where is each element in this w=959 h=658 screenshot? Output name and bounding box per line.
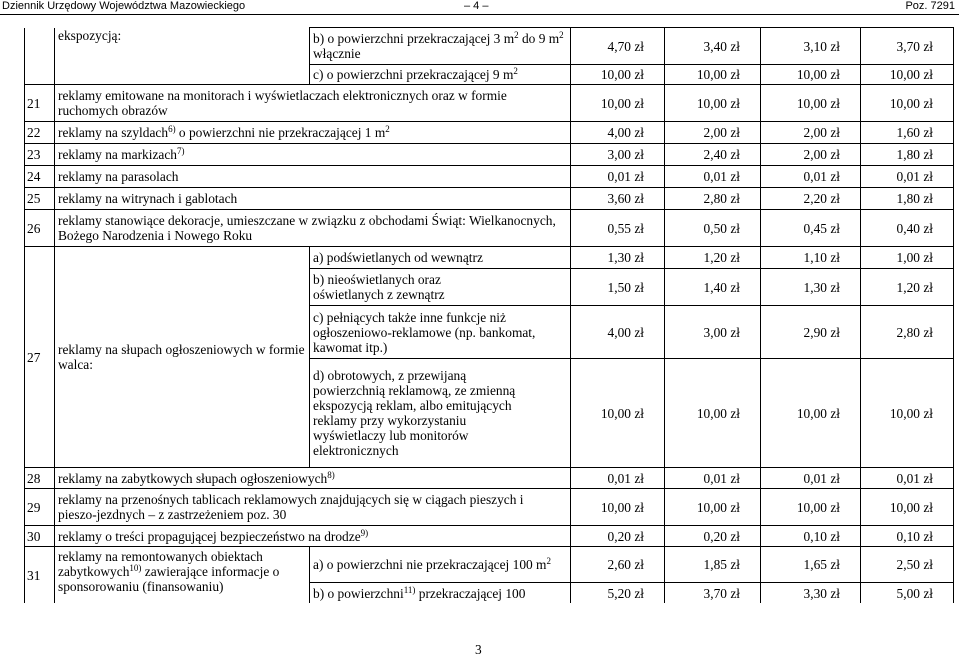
- row-subitem: b) o powierzchni$^{11)}$ przekraczającej 100: [310, 583, 571, 604]
- price-cell: 10,00 zł: [861, 489, 954, 526]
- price-cell: 2,00 zł: [761, 144, 861, 166]
- price-cell: 1,20 zł: [665, 247, 761, 269]
- price-cell: 10,00 zł: [571, 65, 665, 85]
- price-cell: 2,40 zł: [665, 144, 761, 166]
- price-cell: 10,00 zł: [761, 489, 861, 526]
- price-cell: 10,00 zł: [761, 65, 861, 85]
- row-label: ekspozycją:: [55, 28, 310, 85]
- price-cell: 10,00 zł: [571, 85, 665, 122]
- row-number: 28: [25, 468, 55, 489]
- fee-table: [24, 27, 954, 603]
- row-description: reklamy stanowiące dekoracje, umieszczane w związku z obchodami Świąt: Wielkanocnych, Bożego Narodzenia i Nowego Roku: [55, 210, 571, 247]
- price-cell: 3,00 zł: [571, 144, 665, 166]
- price-cell: 0,55 zł: [571, 210, 665, 247]
- price-cell: 1,50 zł: [571, 269, 665, 306]
- row-subitem: a) o powierzchni nie przekraczającej 100 $m^2$: [310, 547, 571, 583]
- page-number: 3: [475, 642, 482, 657]
- price-cell: 0,01 zł: [571, 166, 665, 188]
- price-cell: 4,70 zł: [571, 28, 665, 65]
- price-cell: 3,00 zł: [665, 306, 761, 359]
- row-number: 27: [25, 247, 55, 468]
- price-cell: 2,90 zł: [761, 306, 861, 359]
- row-subitem: a) podświetlanych od wewnątrz: [310, 247, 571, 269]
- price-cell: 10,00 zł: [861, 65, 954, 85]
- price-cell: 10,00 zł: [665, 359, 761, 468]
- row-subitem: b) o powierzchni przekraczającej 3 $m^2$ do 9 $m^2$ włącznie: [310, 28, 571, 65]
- price-cell: 2,50 zł: [861, 547, 954, 583]
- row-number: 25: [25, 188, 55, 210]
- price-cell: 2,80 zł: [665, 188, 761, 210]
- price-cell: 2,60 zł: [571, 547, 665, 583]
- row-number: 31: [25, 547, 55, 604]
- price-cell: 0,40 zł: [861, 210, 954, 247]
- table-row: [25, 526, 954, 547]
- price-cell: 0,10 zł: [761, 526, 861, 547]
- row-subitem: c) pełniących także inne funkcje niż ogłoszeniowo-reklamowe (np. bankomat, kawomat itp.): [310, 306, 571, 359]
- price-cell: 0,20 zł: [571, 526, 665, 547]
- row-subitem: c) o powierzchni przekraczającej 9 $m^2$: [310, 65, 571, 85]
- price-cell: 0,45 zł: [761, 210, 861, 247]
- price-cell: 3,60 zł: [571, 188, 665, 210]
- row-number: 26: [25, 210, 55, 247]
- row-number: 24: [25, 166, 55, 188]
- price-cell: 1,60 zł: [861, 122, 954, 144]
- price-cell: 0,01 zł: [665, 468, 761, 489]
- price-cell: 10,00 zł: [665, 489, 761, 526]
- price-cell: 1,30 zł: [761, 269, 861, 306]
- table-row: [25, 247, 954, 269]
- table-row: [25, 85, 954, 122]
- row-description: reklamy na witrynach i gablotach: [55, 188, 571, 210]
- price-cell: 1,00 zł: [861, 247, 954, 269]
- table-row: [25, 188, 954, 210]
- price-cell: 0,01 zł: [761, 468, 861, 489]
- price-cell: 0,20 zł: [665, 526, 761, 547]
- price-cell: 1,80 zł: [861, 144, 954, 166]
- price-cell: 1,10 zł: [761, 247, 861, 269]
- price-cell: 0,01 zł: [861, 166, 954, 188]
- price-cell: 3,30 zł: [761, 583, 861, 604]
- price-cell: 4,00 zł: [571, 306, 665, 359]
- price-cell: 0,01 zł: [571, 468, 665, 489]
- row-number: 21: [25, 85, 55, 122]
- table-row: [25, 166, 954, 188]
- row-label: reklamy na remontowanych obiektach zabytkowych$^{10)}$ zawierające informacje o sponsorowaniu (finansowaniu): [55, 547, 310, 604]
- row-label: reklamy na słupach ogłoszeniowych w formie walca:: [55, 247, 310, 468]
- row-subitem: d) obrotowych, z przewijaną powierzchnią reklamową, ze zmienną ekspozycją reklam, albo emitujących reklamy przy wykorzystaniu wyświetlaczy lub monitorów elektronicznych: [310, 359, 571, 468]
- row-description: reklamy na szyldach$^{6)}$ o powierzchni nie przekraczającej 1 $m^2$: [55, 122, 571, 144]
- price-cell: 10,00 zł: [665, 65, 761, 85]
- price-cell: 3,40 zł: [665, 28, 761, 65]
- price-cell: 1,30 zł: [571, 247, 665, 269]
- price-cell: 10,00 zł: [761, 359, 861, 468]
- journal-title: Dziennik Urzędowy Województwa Mazowieckiego: [2, 0, 246, 12]
- row-description: reklamy na markizach$^{7)}$: [55, 144, 571, 166]
- table-row: [25, 144, 954, 166]
- price-cell: 2,00 zł: [761, 122, 861, 144]
- price-cell: 5,20 zł: [571, 583, 665, 604]
- table-row: [25, 547, 954, 583]
- price-cell: 5,00 zł: [861, 583, 954, 604]
- price-cell: 10,00 zł: [861, 85, 954, 122]
- table-row: [25, 28, 954, 65]
- price-cell: 10,00 zł: [571, 359, 665, 468]
- row-subitem: b) nieoświetlanych oraz oświetlanych z zewnątrz: [310, 269, 571, 306]
- price-cell: 3,70 zł: [665, 583, 761, 604]
- table-row: [25, 122, 954, 144]
- price-cell: 0,01 zł: [861, 468, 954, 489]
- row-number: 23: [25, 144, 55, 166]
- table-row: [25, 468, 954, 489]
- price-cell: 2,00 zł: [665, 122, 761, 144]
- price-cell: 2,80 zł: [861, 306, 954, 359]
- price-cell: 3,10 zł: [761, 28, 861, 65]
- page-indicator: – 4 –: [464, 0, 489, 12]
- position-number: Poz. 7291: [905, 0, 955, 12]
- page-header: [0, 0, 959, 15]
- price-cell: 10,00 zł: [571, 489, 665, 526]
- row-description: reklamy o treści propagującej bezpieczeństwo na drodze$^{9)}$: [55, 526, 571, 547]
- row-number: 22: [25, 122, 55, 144]
- price-cell: 10,00 zł: [861, 359, 954, 468]
- row-description: reklamy na przenośnych tablicach reklamowych znajdujących się w ciągach pieszych i pieszo-jezdnych – z zastrzeżeniem poz. 30: [55, 489, 571, 526]
- table-row: [25, 210, 954, 247]
- price-cell: 0,10 zł: [861, 526, 954, 547]
- price-cell: 1,65 zł: [761, 547, 861, 583]
- price-cell: 1,85 zł: [665, 547, 761, 583]
- price-cell: 10,00 zł: [665, 85, 761, 122]
- price-cell: 0,01 zł: [761, 166, 861, 188]
- price-cell: 0,50 zł: [665, 210, 761, 247]
- row-number: 29: [25, 489, 55, 526]
- row-number: 30: [25, 526, 55, 547]
- price-cell: 0,01 zł: [665, 166, 761, 188]
- price-cell: 1,80 zł: [861, 188, 954, 210]
- price-cell: 1,40 zł: [665, 269, 761, 306]
- price-cell: 3,70 zł: [861, 28, 954, 65]
- row-description: reklamy emitowane na monitorach i wyświetlaczach elektronicznych oraz w formie ruchomych obrazów: [55, 85, 571, 122]
- price-cell: 2,20 zł: [761, 188, 861, 210]
- table-row: [25, 489, 954, 526]
- row-description: reklamy na zabytkowych słupach ogłoszeniowych$^{8)}$: [55, 468, 571, 489]
- price-cell: 10,00 zł: [761, 85, 861, 122]
- row-description: reklamy na parasolach: [55, 166, 571, 188]
- price-cell: 1,20 zł: [861, 269, 954, 306]
- price-cell: 4,00 zł: [571, 122, 665, 144]
